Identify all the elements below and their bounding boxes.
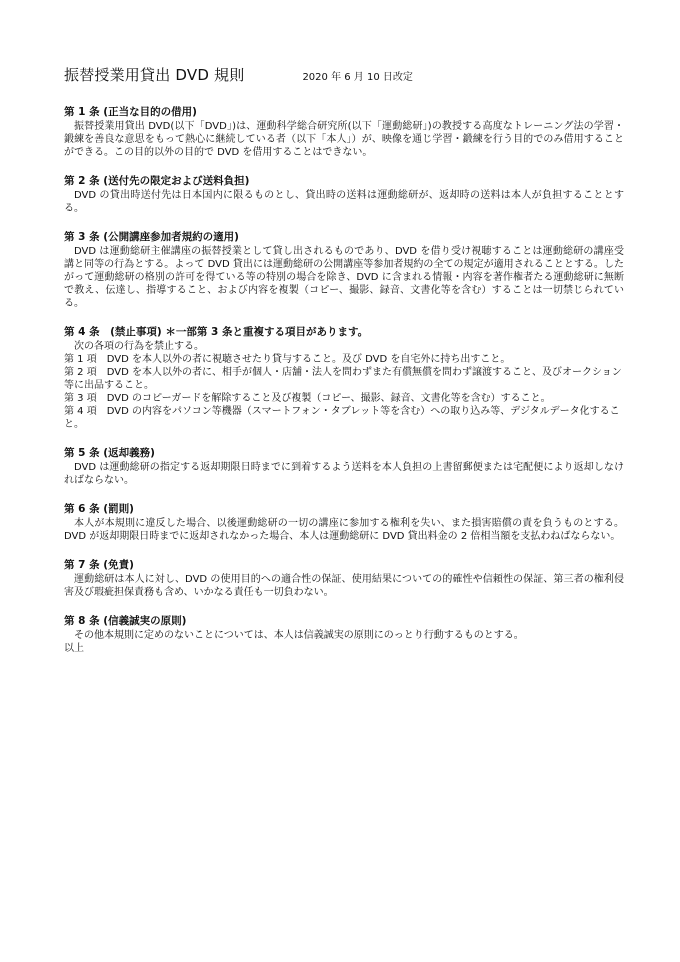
document-title: 振替授業用貸出 DVD 規則	[64, 66, 245, 84]
article-body: 本人が本規則に違反した場合、以後運動総研の一切の講座に参加する権利を失い、また損害賠償の責を負うものとする。DVD が返却期限日時までに返却されなかった場合、本人は運動総研に DVD 貸出料金の 2 倍相当額を支払わねばならない。	[64, 518, 624, 542]
article-7	[64, 558, 624, 599]
article-3	[64, 230, 624, 310]
article-4	[64, 325, 624, 431]
article-body: DVD の貸出時送付先は日本国内に限るものとし、貸出時の送料は運動総研が、返却時の送料は本人が負担することとする。	[64, 190, 624, 214]
article-heading: 第 6 条 (罰則)	[64, 503, 134, 515]
article-heading: 第 7 条 (免責)	[64, 559, 134, 571]
article-body: DVD は運動総研主催講座の振替授業として貸し出されるものであり、DVD を借り受け視聴することは運動総研の講座受講と同等の行為とする。よって DVD 貸出には運動総研の公開講座等参加者規約の全ての規定が適用されることとする。したがって運動総研の格別の許可を得ている等の特別の場合を除き、DVD に含まれる情報・内容を著作権者たる運動総研に無断で教え、伝達し、指導すること、および内容を複製（コピー、撮影、録音、文書化等を含む）することは一切禁じられている。	[64, 246, 624, 309]
article-heading: 第 2 条 (送付先の限定および送料負担)	[64, 175, 250, 187]
article-8	[64, 614, 624, 642]
closing-mark: 以上	[64, 643, 84, 654]
article-item-2: 第 2 項 DVD を本人以外の者に、相手が個人・店舗・法人を問わずまた有償無償を問わず譲渡すること、及びオークション等に出品すること。	[64, 367, 622, 391]
article-body: 振替授業用貸出 DVD(以下「DVD」)は、運動科学総合研究所(以下「運動総研」)の教授する高度なトレーニング法の学習・鍛練を善良な意思をもって熱心に継続している者（以下「本人」）が、映像を通じ学習・鍛練を行う目的でのみ借用することができる。この目的以外の目的で DVD を借用することはできない。	[64, 121, 624, 158]
article-heading: 第 3 条 (公開講座参加者規約の適用)	[64, 231, 239, 243]
article-heading: 第 5 条 (返却義務)	[64, 447, 155, 459]
document-header	[64, 64, 624, 85]
article-item-3: 第 3 項 DVD のコピーガードを解除すること及び複製（コピー、撮影、録音、文書化等を含む）すること。	[64, 393, 551, 404]
article-body: 運動総研は本人に対し、DVD の使用目的への適合性の保証、使用結果についての的確性や信頼性の保証、第三者の権利侵害及び瑕疵担保責務も含め、いかなる責任も一切負わない。	[64, 574, 624, 598]
article-intro: 次の各項の行為を禁止する。	[74, 341, 204, 352]
article-1	[64, 105, 624, 159]
article-heading: 第 8 条 (信義誠実の原則)	[64, 615, 187, 627]
article-body: DVD は運動総研の指定する返却期限日時までに到着するよう送料を本人負担の上書留郵便または宅配便により返却しなければならない。	[64, 462, 624, 486]
article-item-1: 第 1 項 DVD を本人以外の者に視聴させたり貸与すること。及び DVD を自宅外に持ち出すこと。	[64, 354, 511, 365]
article-body: その他本規則に定めのないことについては、本人は信義誠実の原則にのっとり行動するものとする。	[74, 630, 524, 641]
article-heading: 第 4 条 (禁止事項) ＊一部第 3 条と重複する項目があります。	[64, 326, 369, 338]
article-5	[64, 446, 624, 487]
article-item-4: 第 4 項 DVD の内容をパソコン等機器（スマートフォン・タブレット等を含む）への取り込み等、デジタルデータ化すること。	[64, 406, 620, 430]
revision-date: 2020 年 6 月 10 日改定	[302, 72, 413, 83]
article-6	[64, 502, 624, 543]
article-2	[64, 174, 624, 215]
regulation-document	[64, 64, 624, 655]
article-heading: 第 1 条 (正当な目的の借用)	[64, 106, 197, 118]
